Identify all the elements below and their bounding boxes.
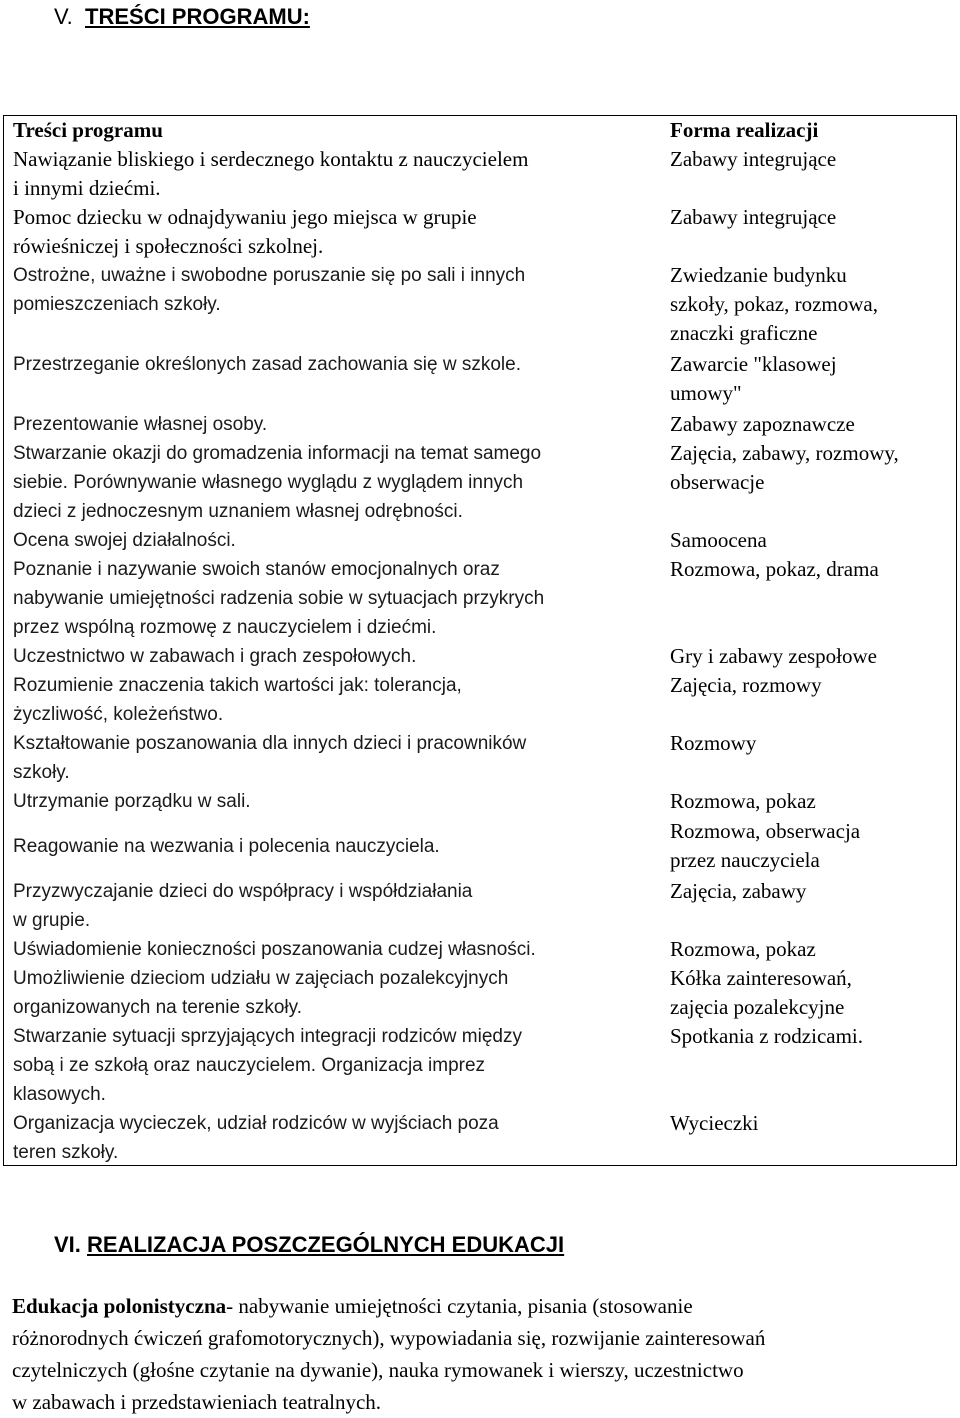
form-line: Kółka zainteresowań, xyxy=(670,966,852,990)
content-line: Rozumienie znaczenia takich wartości jak: tolerancja, xyxy=(13,675,462,696)
form-line: Rozmowa, pokaz xyxy=(670,789,816,813)
content-line: Przyzwyczajanie dzieci do współpracy i współdziałania xyxy=(13,881,473,902)
content-line: Umożliwienie dzieciom udziału w zajęciach pozalekcyjnych xyxy=(13,968,509,989)
content-line: sobą i ze szkołą oraz nauczycielem. Organizacja imprez xyxy=(13,1055,486,1076)
content-line: Uświadomienie konieczności poszanowania cudzej własności. xyxy=(13,939,536,960)
form-line: Zwiedzanie budynku xyxy=(670,263,847,287)
form-line: Zajęcia, zabawy xyxy=(670,879,807,903)
content-line: Kształtowanie poszanowania dla innych dzieci i pracowników xyxy=(13,733,527,754)
form-line: Zajęcia, rozmowy xyxy=(670,673,822,697)
content-line: w grupie. xyxy=(13,910,91,931)
content-line: Pomoc dziecku w odnajdywaniu jego miejsca w grupie xyxy=(13,205,477,229)
form-line: Rozmowa, obserwacja xyxy=(670,819,861,843)
form-line: Rozmowy xyxy=(670,731,757,755)
content-line: pomieszczeniach szkoły. xyxy=(13,294,221,315)
content-line: dzieci z jednoczesnym uznaniem własnej odrębności. xyxy=(13,501,463,522)
content-line: nabywanie umiejętności radzenia sobie w sytuacjach przykrych xyxy=(13,588,545,609)
content-line: Prezentowanie własnej osoby. xyxy=(13,414,268,435)
section-vi-number: VI. xyxy=(54,1232,81,1257)
form-line: obserwacje xyxy=(670,470,765,494)
form-line: Samoocena xyxy=(670,528,767,552)
form-line: przez nauczyciela xyxy=(670,848,820,872)
content-line: Uczestnictwo w zabawach i grach zespołowych. xyxy=(13,646,417,667)
content-line: Organizacja wycieczek, udział rodziców w wyjściach poza xyxy=(13,1113,499,1134)
paragraph-line: w zabawach i przedstawieniach teatralnych. xyxy=(12,1390,382,1414)
content-line: teren szkoły. xyxy=(13,1142,119,1163)
form-line: Zabawy integrujące xyxy=(670,147,837,171)
form-line: Spotkania z rodzicami. xyxy=(670,1024,864,1048)
content-line: organizowanych na terenie szkoły. xyxy=(13,997,303,1018)
paragraph-line xyxy=(12,1290,693,1322)
content-line: Stwarzanie sytuacji sprzyjających integracji rodziców między xyxy=(13,1026,522,1047)
column-header-content: Treści programu xyxy=(13,118,163,142)
content-line: rówieśniczej i społeczności szkolnej. xyxy=(13,234,324,258)
section-v-heading xyxy=(54,2,310,32)
section-vi-heading xyxy=(54,1230,564,1260)
content-line: szkoły. xyxy=(13,762,70,783)
form-line: zajęcia pozalekcyjne xyxy=(670,995,845,1019)
form-line: Zabawy integrujące xyxy=(670,205,837,229)
content-line: przez wspólną rozmowę z nauczycielem i dziećmi. xyxy=(13,617,437,638)
education-term: Edukacja polonistyczna xyxy=(12,1294,227,1318)
paragraph-line: różnorodnych ćwiczeń grafomotorycznych), wypowiadania się, rozwijanie zainteresowań xyxy=(12,1326,766,1350)
content-line xyxy=(13,468,660,497)
realization-form-column xyxy=(670,116,958,1165)
paragraph-text: - nabywanie umiejętności czytania, pisania (stosowanie xyxy=(226,1294,693,1318)
paragraph-line: czytelniczych (głośne czytanie na dywanie), nauka rymowanek i wierszy, uczestnictwo xyxy=(12,1358,744,1382)
form-line: Rozmowa, pokaz, drama xyxy=(670,557,879,581)
section-v-title: TREŚCI PROGRAMU: xyxy=(85,4,310,29)
form-line: Zawarcie "klasowej xyxy=(670,352,837,376)
form-line: Gry i zabawy zespołowe xyxy=(670,644,878,668)
content-line: życzliwość, koleżeństwo. xyxy=(13,704,224,725)
content-line: Utrzymanie porządku w sali. xyxy=(13,791,251,812)
content-line: Ocena swojej działalności. xyxy=(13,530,236,551)
form-line: szkoły, pokaz, rozmowa, xyxy=(670,292,878,316)
form-line: Zajęcia, zabawy, rozmowy, xyxy=(670,441,899,465)
section-v-number: V. xyxy=(54,4,73,29)
form-line: umowy" xyxy=(670,381,742,405)
content-fragment: Porównywanie własnego wyglądu z wyglądem innych xyxy=(73,472,524,493)
content-line: Stwarzanie okazji do gromadzenia informacji na temat samego xyxy=(13,443,542,464)
content-line: Poznanie i nazywanie swoich stanów emocjonalnych oraz xyxy=(13,559,500,580)
column-header-form: Forma realizacji xyxy=(670,118,819,142)
program-content-column xyxy=(13,116,660,1165)
content-line: Ostrożne, uważne i swobodne poruszanie się po sali i innych xyxy=(13,265,526,286)
content-line: Reagowanie na wezwania i polecenia nauczyciela. xyxy=(13,836,440,857)
content-fragment: siebie. xyxy=(13,472,68,493)
content-line: Przestrzeganie określonych zasad zachowania się w szkole. xyxy=(13,354,521,375)
content-line: i innymi dziećmi. xyxy=(13,176,161,200)
form-line: znaczki graficzne xyxy=(670,321,818,345)
section-vi-title: REALIZACJA POSZCZEGÓLNYCH EDUKACJI xyxy=(87,1232,565,1257)
form-line: Rozmowa, pokaz xyxy=(670,937,816,961)
form-line: Zabawy zapoznawcze xyxy=(670,412,855,436)
content-line: Nawiązanie bliskiego i serdecznego kontaktu z nauczycielem xyxy=(13,147,529,171)
content-line: klasowych. xyxy=(13,1084,106,1105)
form-line: Wycieczki xyxy=(670,1111,759,1135)
program-table xyxy=(3,115,957,1166)
